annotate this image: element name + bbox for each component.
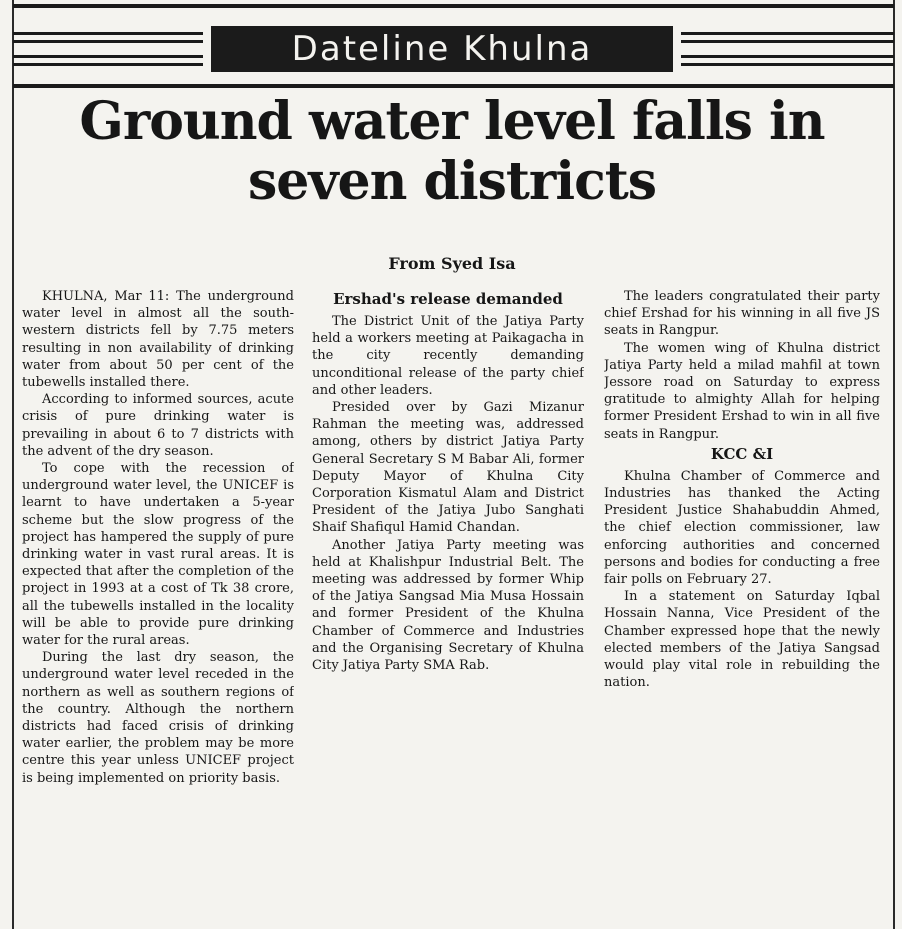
border-right xyxy=(893,0,895,929)
paragraph: Khulna Chamber of Commerce and Industries has thanked the Acting President Justice Shahabuddin Ahmed, the chief election commissioner, law enforcing authorities and concerned persons and bodies for conducting a free fair polls on February 27. xyxy=(604,468,880,588)
paragraph: The women wing of Khulna district Jatiya Party held a milad mahfil at town Jessore road on Saturday to express gratitude to almighty Allah for helping former President Ershad to win in all five seats in Rangpur. xyxy=(604,340,880,442)
top-rule xyxy=(13,4,894,8)
paragraph: The leaders congratulated their party chief Ershad for his winning in all five JS seats in Rangpur. xyxy=(604,289,880,339)
paragraph: According to informed sources, acute crisis of pure drinking water is prevailing in about 6 to 7 districts with the advent of the dry season. xyxy=(22,392,294,459)
subheading: KCC &I xyxy=(710,444,774,463)
paragraph: In a statement on Saturday Iqbal Hossain Nanna, Vice President of the Chamber expressed hope that the newly elected members of the Jatiya Sangsad would play vital role in rebuilding the nation. xyxy=(604,589,880,691)
section-banner: Dateline Khulna xyxy=(211,26,673,72)
column-1 xyxy=(22,288,294,924)
column-2 xyxy=(312,288,584,924)
headline: Ground water level falls in seven districts xyxy=(79,91,825,212)
byline: From Syed Isa xyxy=(388,254,516,273)
border-left xyxy=(12,0,14,929)
paragraph: Another Jatiya Party meeting was held at Khalishpur Industrial Belt. The meeting was addressed by former Whip of the Jatiya Sangsad Mia Musa Hossain and former President of the Khulna Chamber of Commerce and Industries and the Organising Secretary of Khulna City Jatiya Party SMA Rab. xyxy=(312,537,584,674)
paragraph: KHULNA, Mar 11: The underground water level in almost all the south-western districts fell by 7.75 meters resulting in non availability of drinking water from about 50 per cent of the tubewells installed there. xyxy=(22,289,294,391)
paragraph: Presided over by Gazi Mizanur Rahman the meeting was, addressed among, others by district Jatiya Party General Secretary S M Babar Ali, former Deputy Mayor of Khulna City Corporation Kismatul Alam and District President of the Jatiya Jubo Sanghati Shaif Shafiqul Hamid Chandan. xyxy=(312,400,584,536)
bottom-rule xyxy=(13,84,894,88)
subheading: Ershad's release demanded xyxy=(333,290,563,308)
paragraph: During the last dry season, the underground water level receded in the northern as well as southern regions of the country. Although the northern districts had faced crisis of drinking water earlier, the problem may be more centre this year unless UNICEF project is being implemented on priority basis. xyxy=(22,650,294,786)
paragraph: The District Unit of the Jatiya Party held a workers meeting at Paikagacha in the city recently demanding unconditional release of the party chief and other leaders. xyxy=(312,314,584,398)
paragraph: To cope with the recession of underground water level, the UNICEF is learnt to have undertaken a 5-year scheme but the slow progress of the project has hampered the supply of pure drinking water in vast rural areas. It is expected that after the completion of the project in 1993 at a cost of Tk 38 crore, all the tubewells installed in the locality will be able to provide pure drinking water for the rural areas. xyxy=(22,461,294,649)
column-3 xyxy=(604,288,880,924)
